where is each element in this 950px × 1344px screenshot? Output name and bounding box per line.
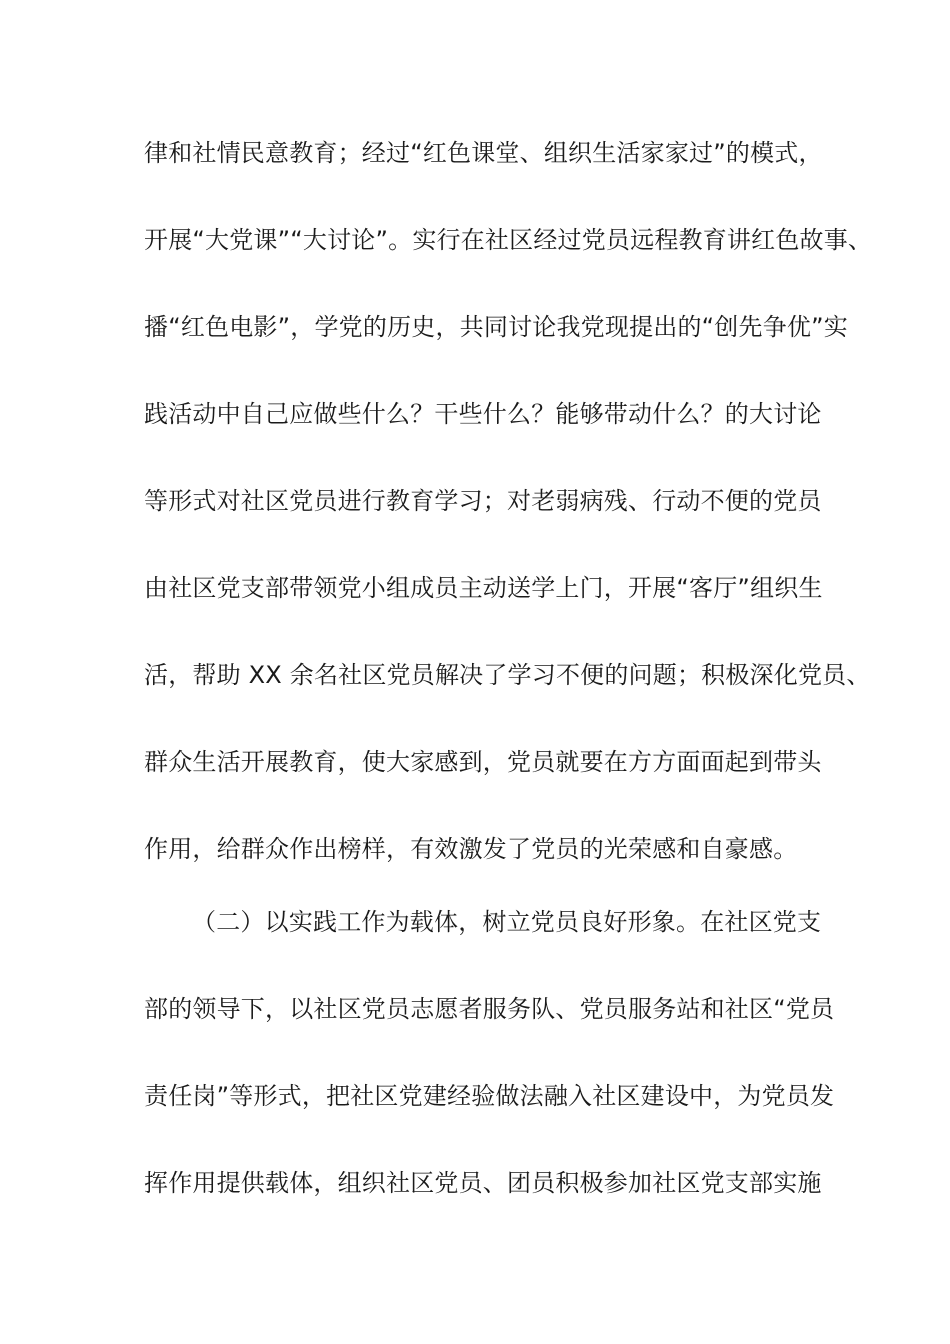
- paragraph-line: 由社区党支部带领党小组成员主动送学上门，开展“客厅”组织生: [144, 574, 823, 602]
- paragraph-line: 开展“大党课”“大讨论”。实行在社区经过党员远程教育讲红色故事、: [144, 226, 873, 254]
- paragraph-line: 责任岗”等形式，把社区党建经验做法融入社区建设中，为党员发: [144, 1082, 835, 1110]
- section-heading-line: （二）以实践工作为载体，树立党员良好形象。在社区党支: [192, 908, 822, 936]
- paragraph-line: 播“红色电影”，学党的历史，共同讨论我党现提出的“创先争优”实: [144, 313, 848, 341]
- paragraph-line: 践活动中自己应做些什么？干些什么？能够带动什么？的大讨论: [144, 400, 822, 428]
- paragraph-line: 活，帮助 XX 余名社区党员解决了学习不便的问题；积极深化党员、: [144, 661, 871, 689]
- paragraph-line: 律和社情民意教育；经过“红色课堂、组织生活家家过”的模式，: [144, 139, 823, 167]
- paragraph-line: 作用，给群众作出榜样，有效激发了党员的光荣感和自豪感。: [144, 835, 798, 863]
- paragraph-line: 部的领导下，以社区党员志愿者服务队、党员服务站和社区“党员: [144, 995, 835, 1023]
- paragraph-line: 群众生活开展教育，使大家感到，党员就要在方方面面起到带头: [144, 748, 822, 776]
- paragraph-line: 挥作用提供载体，组织社区党员、团员积极参加社区党支部实施: [144, 1169, 822, 1197]
- paragraph-line: 等形式对社区党员进行教育学习；对老弱病残、行动不便的党员: [144, 487, 822, 515]
